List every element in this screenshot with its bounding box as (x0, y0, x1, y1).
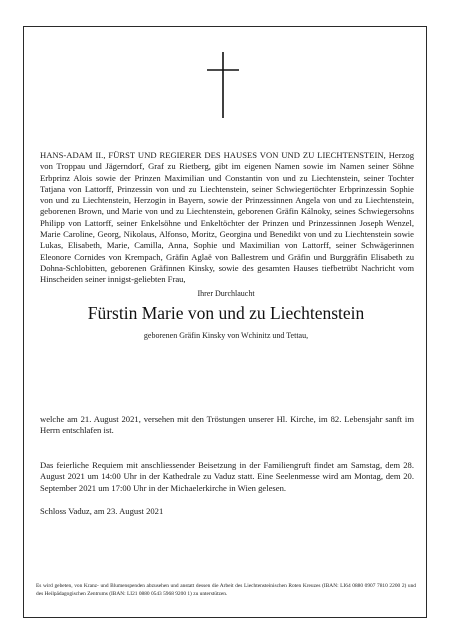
deceased-name: Fürstin Marie von und zu Liechtenstein (87, 303, 365, 323)
donation-note: Es wird gebeten, von Kranz- und Blumenspenden abzusehen und anstatt dessen die Arbeit des Liechtensteinischen Roten Kreuzes (IBAN: LI64 0880 0907 7810 2200 2) und des Heilpädagogischen Zentrums (IBAN: LI21 0880 0543 5968 9200 1) zu unterstützen. (36, 583, 416, 598)
place-date: Schloss Vaduz, am 23. August 2021 (40, 506, 164, 516)
maiden-name: geborenen Gräfin Kinsky von Wchinitz und Tettau, (143, 331, 309, 340)
requiem-details: Das feierliche Requiem mit anschliessender Beisetzung in der Familiengruft findet am Samstag, dem 28. August 2021 um 14:00 Uhr in der Kathedrale zu Vaduz statt. Eine Seelenmesse wird am Montag, dem 20. September 2021 um 17:00 Uhr in der Michaelerkirche in Wien gelesen. (40, 460, 414, 493)
cross-icon (203, 50, 243, 120)
death-notice: welche am 21. August 2021, versehen mit den Tröstungen unserer Hl. Kirche, im 82. Lebensjahr sanft im Herrn entschlafen ist. (40, 414, 414, 436)
announcement-text: HANS-ADAM II., FÜRST UND REGIERER DES HAUSES VON UND ZU LIECHTENSTEIN, Herzog von Troppau und Jägerndorf, Graf zu Rietberg, gibt im eigenen Namen sowie im Namen seiner Söhne Erbprinz Alois sowie der Prinzen Maximilian und Constantin von und zu Liechtenstein, seiner Tochter Tatjana von Lattorff, Prinzessin von und zu Liechtenstein, seiner Schwiegertöchter Erbprinzessin Sophie von und zu Liechtenstein, Herzogin in Bayern, sowie der Prinzessinnen Angela von und zu Liechtenstein, geborenen Brown, und Marie von und zu Liechtenstein, geborenen Gräfin Kálnoky, seines Schwiegersohns Philipp von Lattorff, seiner Enkelsöhne und Enkeltöchter der Prinzen und Prinzessinnen Joseph Wenzel, Marie Caroline, Georg, Nikolaus, Alfonso, Moritz, Georgina und Benedikt von und zu Liechtenstein sowie Lukas, Elisabeth, Marie, Camilla, Anna, Sophie und Maximilian von Lattorff, seiner Schwägerinnen Eleonore Cornides von Krempach, Gräfin Aglaë von Ballestrem und Gräfin und Burggräfin Elisabeth zu Dohna-Schlobitten, geborenen Gräfinnen Kinsky, sowie des gesamten Hauses tiefbetrübt Nachricht vom Hinscheiden seiner innigst-geliebten Frau, (40, 150, 414, 285)
title-intro: Ihrer Durchlaucht (197, 289, 255, 298)
